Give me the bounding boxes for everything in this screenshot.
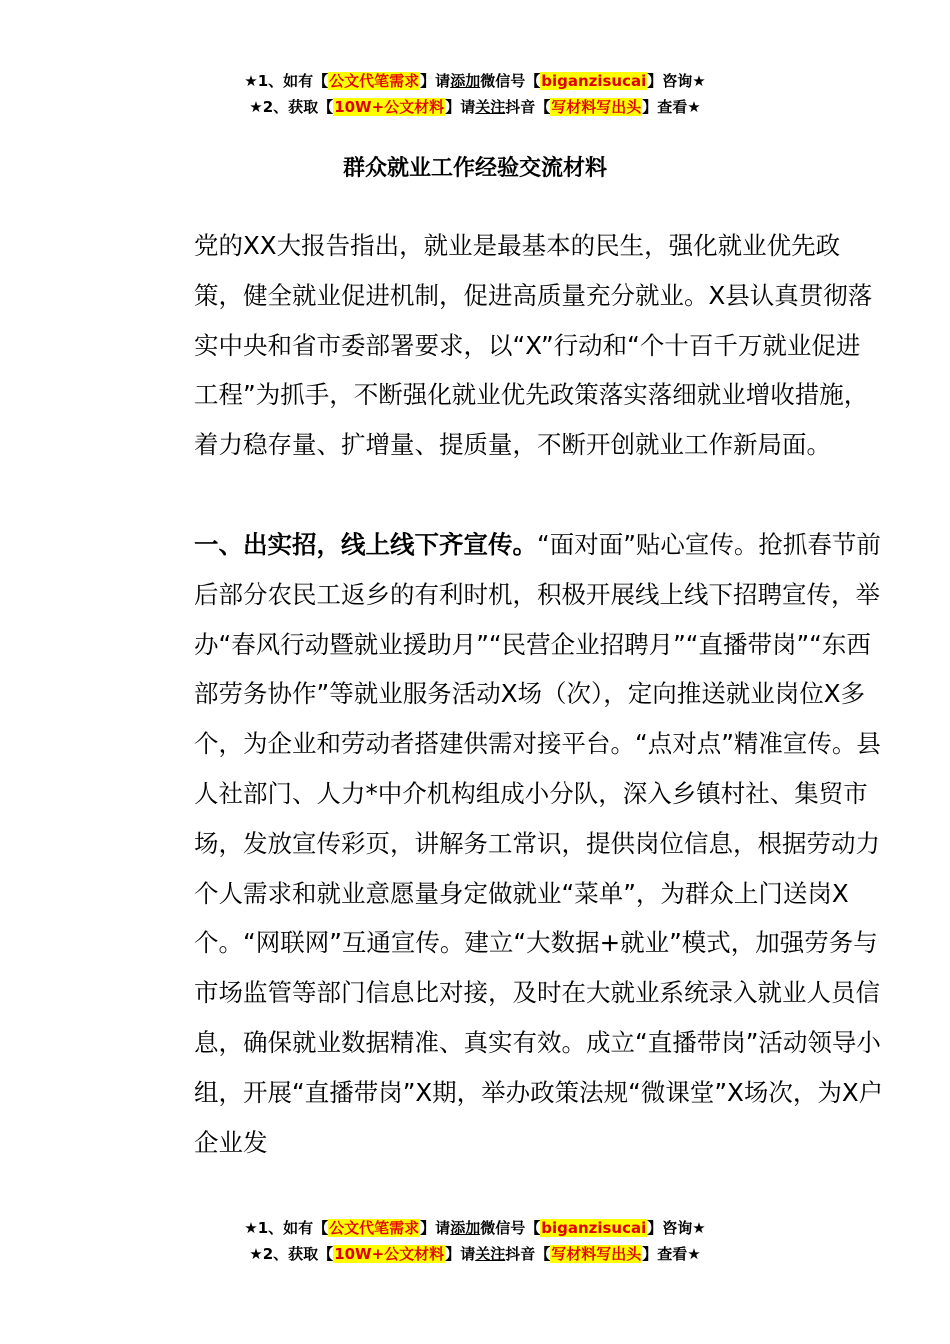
highlight-materials: 10W+公文材料	[334, 98, 445, 116]
footer-promo-banner	[0, 1215, 950, 1267]
intro-paragraph: 党的XX大报告指出，就业是最基本的民生，强化就业优先政策，健全就业促进机制，促进高质量充分就业。X县认真贯彻落实中央和省市委部署要求，以“X”行动和“个十百千万就业促进工程”为抓手，不断强化就业优先政策落实落细就业增收措施，着力稳存量、扩增量、提质量，不断开创就业工作新局面。	[194, 231, 873, 460]
section-1-body: “面对面”贴心宣传。抢抓春节前后部分农民工返乡的有利时机，积极开展线上线下招聘宣传，举办“春风行动暨就业援助月”“民营企业招聘月”“直播带岗”“东西部劳务协作”等就业服务活动X场（次），定向推送就业岗位X多个，为企业和劳动者搭建供需对接平台。“点对点”精准宣传。县人社部门、人力*中介机构组成小分队，深入乡镇村社、集贸市场，发放宣传彩页，讲解务工常识，提供岗位信息，根据劳动力个人需求和就业意愿量身定做就业“菜单”，为群众上门送岗X个。“网联网”互通宣传。建立“大数据+就业”模式，加强劳务与市场监管等部门信息比对接，及时在大就业系统录入就业人员信息，确保就业数据精准、真实有效。成立“直播带岗”活动领导小组，开展“直播带岗”X期，举办政策法规“微课堂”X场次，为X户企业发	[194, 530, 884, 1157]
document-title: 群众就业工作经验交流材料	[342, 156, 607, 181]
section-1-heading: 一、出实招，线上线下齐宣传。	[194, 530, 537, 559]
highlight-service: 公文代笔需求	[329, 72, 420, 90]
promo-line-1: ★1、如有【公文代笔需求】请添加微信号【biganzisucai】咨询★	[244, 1219, 706, 1237]
section-1-paragraph	[145, 520, 884, 1210]
highlight-service: 公文代笔需求	[329, 1219, 420, 1237]
promo-line-2: ★2、获取【10W+公文材料】请关注抖音【写材料写出头】查看★	[249, 98, 701, 116]
promo-line-2: ★2、获取【10W+公文材料】请关注抖音【写材料写出头】查看★	[249, 1245, 701, 1263]
promo-line-1: ★1、如有【公文代笔需求】请添加微信号【biganzisucai】咨询★	[244, 72, 706, 90]
highlight-wechat-id: biganzisucai	[541, 1219, 647, 1237]
header-promo-banner	[0, 68, 950, 120]
highlight-douyin-account: 写材料写出头	[551, 98, 642, 116]
highlight-materials: 10W+公文材料	[334, 1245, 445, 1263]
highlight-wechat-id: biganzisucai	[541, 72, 647, 90]
highlight-douyin-account: 写材料写出头	[551, 1245, 642, 1263]
